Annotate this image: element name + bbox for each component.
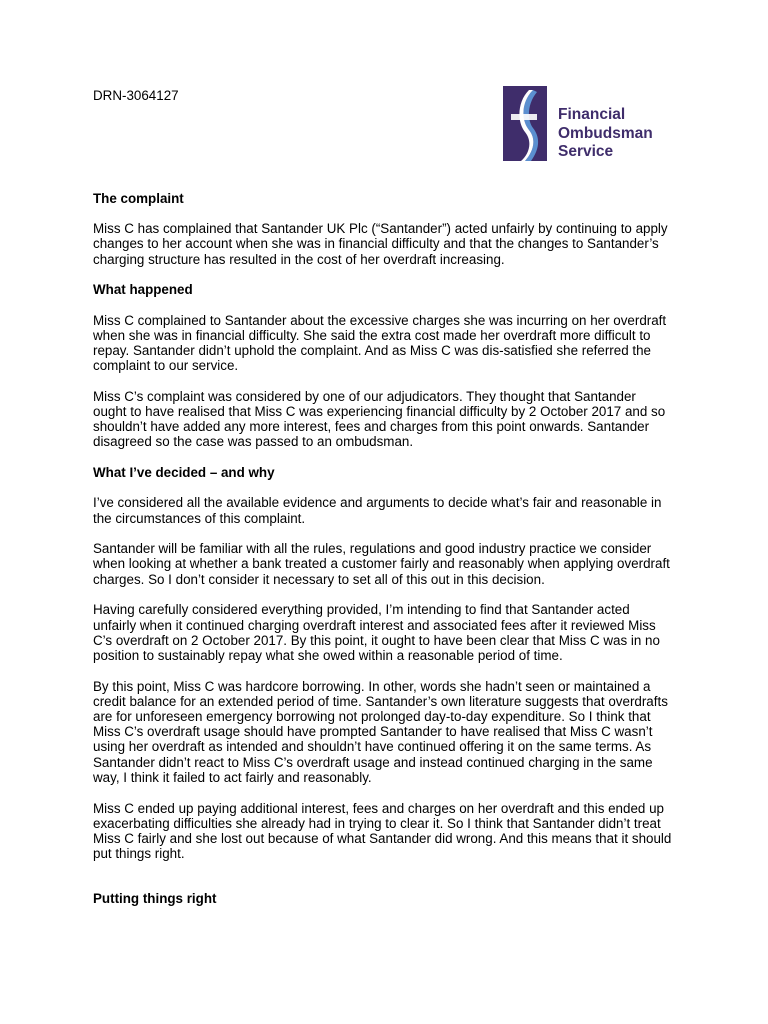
logo-line-2: Ombudsman — [558, 124, 653, 142]
decided-paragraph-4: By this point, Miss C was hardcore borrowing. In other, words she hadn’t seen or maintained a credit balance for an extended period of time. Santander’s own literature suggests that overdrafts are for unforeseen emergency borrowing not prolonged day-to-day expenditure. So I think that Miss C’s overdraft usage should have prompted Santander to have realised that Miss C wasn’t using her overdraft as intended and shouldn’t have continued offering it on the same terms. As Santander didn’t react to Miss C’s overdraft usage and instead continued charging in the same way, I think it failed to act fairly and reasonably. — [93, 678, 668, 785]
logo-line-3: Service — [558, 143, 614, 160]
decided-paragraph-2: Santander will be familiar with all the rules, regulations and good industry practice we consider when looking at whether a bank treated a customer fairly and reasonably when applying overdraft charges. So I don’t consider it necessary to set all of this out in this decision. — [93, 541, 670, 587]
happened-paragraph-2: Miss C’s complaint was considered by one of our adjudicators. They thought that Santander ought to have realised that Miss C was experiencing financial difficulty by 2 October 2017 and so shouldn’t have added any more interest, fees and charges from this point onwards. Santander disagreed so the case was passed to an ombudsman. — [93, 388, 666, 450]
heading-complaint: The complaint — [93, 191, 184, 206]
decided-paragraph-5: Miss C ended up paying additional interest, fees and charges on her overdraft and this ended up exacerbating difficulties she already had in trying to clear it. So I think that Santander didn’t treat Miss C fairly and she lost out because of what Santander did wrong. And this means that it should put things right. — [93, 800, 672, 862]
heading-putting-things-right: Putting things right — [93, 891, 217, 907]
logo-wordmark — [558, 106, 653, 162]
document-reference: DRN-3064127 — [93, 88, 179, 103]
happened-paragraph-1: Miss C complained to Santander about the excessive charges she was incurring on her overdraft when she was in financial difficulty. She said the extra cost made her overdraft more difficult to repay. Santander didn’t uphold the complaint. And as Miss C was dis-satisfied she referred the complaint to our service. — [93, 312, 667, 374]
complaint-paragraph: Miss C has complained that Santander UK Plc (“Santander”) acted unfairly by continuing to apply changes to her account when she was in financial difficulty and that the changes to Santander’s charging structure has resulted in the cost of her overdraft increasing. — [93, 221, 668, 267]
heading-what-decided: What I’ve decided – and why — [93, 465, 275, 481]
logo-line-1: Financial — [558, 106, 626, 123]
ombudsman-emblem-icon — [503, 86, 551, 161]
decision-body — [93, 191, 673, 922]
ombudsman-logo — [503, 86, 673, 161]
decided-paragraph-1: I’ve considered all the available evidence and arguments to decide what’s fair and reasonable in the circumstances of this complaint. — [93, 495, 662, 526]
heading-what-happened: What happened — [93, 282, 193, 298]
decided-paragraph-3: Having carefully considered everything provided, I’m intending to find that Santander acted unfairly when it continued charging overdraft interest and associated fees after it reviewed Miss C’s overdraft on 2 October 2017. By this point, it ought to have been clear that Miss C was in no position to sustainably repay what she owed within a reasonable period of time. — [93, 602, 660, 663]
